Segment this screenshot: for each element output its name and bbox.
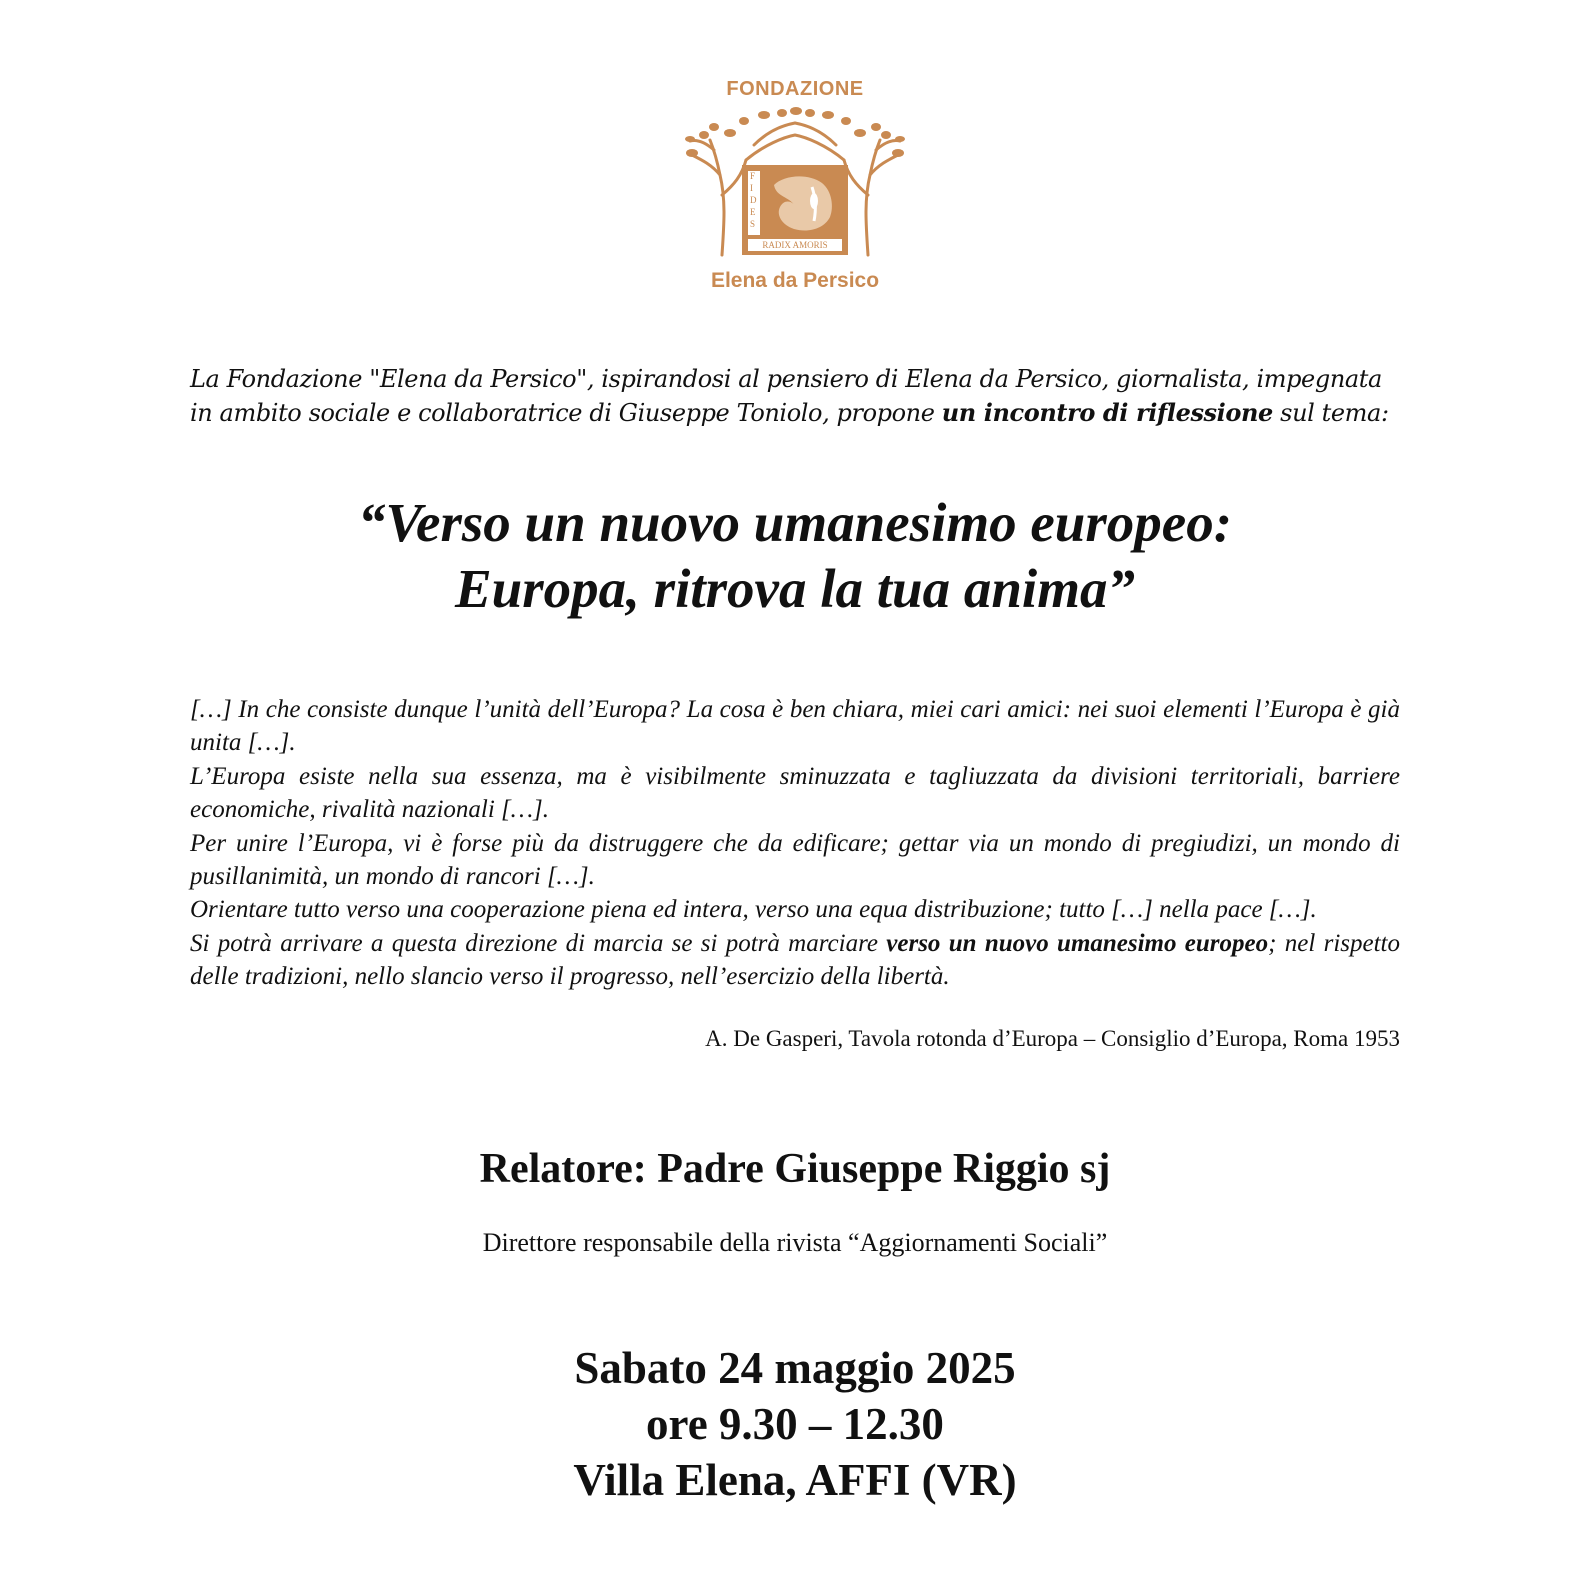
svg-text:I: I <box>750 183 753 193</box>
title-line-2: Europa, ritrova la tua anima” <box>454 558 1135 619</box>
intro-text-end: sul tema: <box>1272 399 1389 427</box>
quote-paragraph-5: Si potrà arrivare a questa direzione di marcia se si potrà marciare verso un nuovo umanesimo europeo; nel rispetto delle tradizioni, nello slancio verso il progresso, nell’esercizio della libertà. <box>190 929 1400 991</box>
logo-bottom-text: Elena da Persico <box>710 269 880 292</box>
quote-highlight: verso un nuovo umanesimo europeo <box>886 929 1269 957</box>
event-place: Villa Elena, AFFI (VR) <box>573 1455 1017 1505</box>
quote-paragraph-3: Per unire l’Europa, vi è forse più da distruggere che da edificare; gettar via un mondo di pregiudizi, un mondo di pusillanimità, un mondo di rancori […]. <box>190 829 1400 891</box>
intro-text-start: La Fondazione "Elena da Persico", ispirandosi al pensiero di Elena da Persico, giornalista, impegnata in ambito sociale e collaboratrice di Giuseppe Toniolo, propone <box>190 365 1382 427</box>
emblem-side-letter: F <box>750 171 756 181</box>
svg-text:S: S <box>750 219 756 229</box>
tree-emblem-icon <box>684 105 906 267</box>
quote-attribution: A. De Gasperi, Tavola rotonda d’Europa – Consiglio d’Europa, Roma 1953 <box>705 1026 1400 1051</box>
intro-paragraph <box>190 362 1400 430</box>
quote-block <box>190 693 1400 994</box>
event-title <box>190 490 1400 622</box>
quote-paragraph-2: L’Europa esiste nella sua essenza, ma è visibilmente sminuzzata e tagliuzzata da divisioni territoriali, barriere economiche, rivalità nazionali […]. <box>190 762 1400 824</box>
event-details <box>190 1340 1400 1508</box>
logo-top-text: FONDAZIONE <box>726 78 864 100</box>
intro-highlight: un incontro di riflessione <box>941 398 1273 427</box>
svg-text:D: D <box>750 195 757 205</box>
speaker-role: Direttore responsabile della rivista “Aggiornamenti Sociali” <box>482 1228 1108 1257</box>
emblem-bottom-text: RADIX AMORIS <box>762 240 828 250</box>
speaker-heading: Relatore: Padre Giuseppe Riggio sj <box>479 1146 1111 1192</box>
quote-paragraph-1: […] In che consiste dunque l’unità dell’Europa? La cosa è ben chiara, miei cari amici: nei suoi elementi l’Europa è già unita […]. <box>190 696 1400 757</box>
event-time: ore 9.30 – 12.30 <box>646 1399 944 1449</box>
title-line-1: “Verso un nuovo umanesimo europeo: <box>357 492 1233 553</box>
quote-paragraph-4: Orientare tutto verso una cooperazione piena ed intera, verso una equa distribuzione; tutto […] nella pace […]. <box>190 896 1317 924</box>
svg-text:E: E <box>750 207 756 217</box>
event-date: Sabato 24 maggio 2025 <box>574 1343 1016 1393</box>
foundation-logo <box>680 78 910 293</box>
